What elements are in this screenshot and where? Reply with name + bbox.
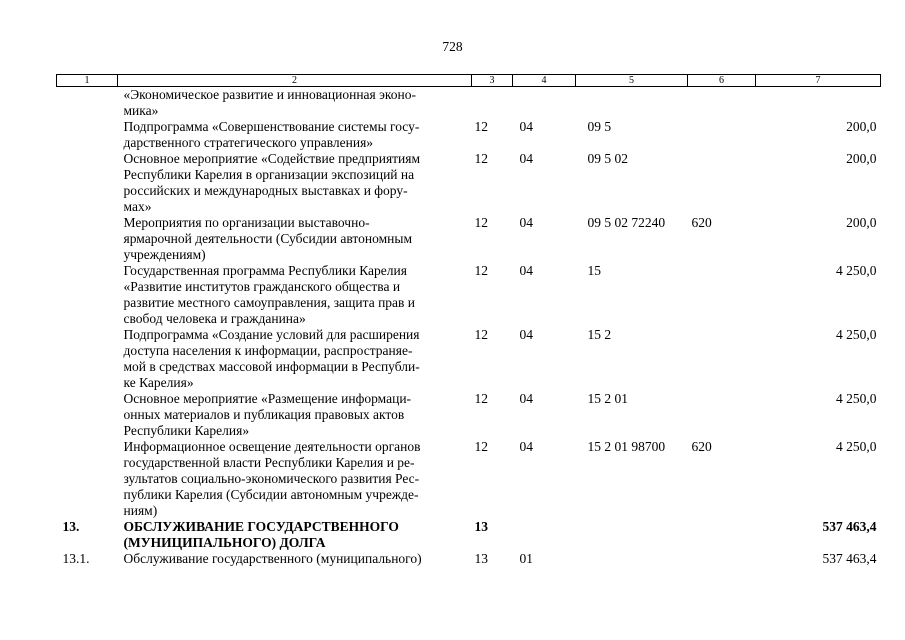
amount-value: 4 250,0 [836, 327, 877, 342]
target-article-code: 09 5 [587, 119, 612, 134]
row-number: 13. [62, 519, 80, 534]
table-row [57, 551, 881, 567]
expense-type-code [688, 391, 756, 439]
table-row [57, 119, 881, 151]
table-row [57, 87, 881, 120]
row-name: Обслуживание государственного (муниципального) [123, 551, 422, 566]
amount-value [756, 87, 881, 120]
target-article-code: 15 [587, 263, 601, 278]
budget-table [56, 74, 881, 567]
table-body [57, 87, 881, 568]
section-code [472, 87, 513, 120]
expense-type-code: 620 [691, 215, 712, 230]
subsection-code: 04 [519, 263, 533, 278]
section-code: 13 [474, 551, 488, 566]
column-header-row [57, 75, 881, 87]
column-header: 1 [57, 75, 118, 87]
target-article-code: 09 5 02 72240 [587, 215, 666, 230]
column-header: 5 [576, 75, 688, 87]
subsection-code: 01 [519, 551, 533, 566]
table-row [57, 215, 881, 263]
row-number [57, 87, 118, 120]
row-number [57, 119, 118, 151]
row-name: Подпрограмма «Совершенствование системы госу- дарственного стратегического управления» [123, 119, 420, 150]
expense-type-code [688, 519, 756, 551]
row-number [57, 215, 118, 263]
table-row [57, 263, 881, 327]
subsection-code: 04 [519, 439, 533, 454]
target-article-code [576, 551, 688, 567]
table-row [57, 327, 881, 391]
amount-value: 4 250,0 [836, 263, 877, 278]
expense-type-code [688, 327, 756, 391]
section-code: 12 [474, 439, 488, 454]
section-code: 12 [474, 391, 488, 406]
subsection-code: 04 [519, 119, 533, 134]
column-header: 3 [472, 75, 513, 87]
row-name: ОБСЛУЖИВАНИЕ ГОСУДАРСТВЕННОГО (МУНИЦИПАЛЬНОГО) ДОЛГА [123, 519, 399, 550]
row-name: «Экономическое развитие и инновационная эконо- мика» [123, 87, 417, 118]
subsection-code: 04 [519, 391, 533, 406]
subsection-code: 04 [519, 151, 533, 166]
table-row [57, 391, 881, 439]
row-number [57, 439, 118, 519]
section-code: 12 [474, 119, 488, 134]
amount-value: 200,0 [846, 151, 877, 166]
column-header: 4 [513, 75, 576, 87]
target-article-code: 15 2 01 [587, 391, 628, 406]
amount-value: 4 250,0 [836, 439, 877, 454]
section-code: 12 [474, 263, 488, 278]
table-row [57, 151, 881, 215]
section-code: 12 [474, 327, 488, 342]
row-name: Подпрограмма «Создание условий для расширения доступа населения к информации, распространяе- мой в средствах массовой информации в Республи- ке Карелия» [123, 327, 420, 390]
page-number: 728 [442, 39, 463, 54]
subsection-code [513, 519, 576, 551]
subsection-code [513, 87, 576, 120]
expense-type-code [688, 151, 756, 215]
table-row [57, 519, 881, 551]
column-header: 6 [688, 75, 756, 87]
target-article-code: 15 2 [587, 327, 612, 342]
expense-type-code [688, 551, 756, 567]
column-header: 2 [118, 75, 472, 87]
target-article-code: 09 5 02 [587, 151, 628, 166]
amount-value: 200,0 [846, 119, 877, 134]
target-article-code [576, 87, 688, 120]
amount-value: 537 463,4 [822, 551, 877, 566]
row-number: 13.1. [62, 551, 90, 566]
row-number [57, 327, 118, 391]
row-number [57, 391, 118, 439]
row-number [57, 151, 118, 215]
expense-type-code: 620 [691, 439, 712, 454]
target-article-code [576, 519, 688, 551]
subsection-code: 04 [519, 215, 533, 230]
target-article-code: 15 2 01 98700 [587, 439, 666, 454]
subsection-code: 04 [519, 327, 533, 342]
row-name: Информационное освещение деятельности органов государственной власти Республики Карелия и ре- зультатов социально-экономического развития Рес- публики Карелия (Субсидии автономным учрежде- ниям) [123, 439, 421, 518]
expense-type-code [688, 263, 756, 327]
section-code: 12 [474, 151, 488, 166]
row-name: Основное мероприятие «Размещение информаци- онных материалов и публикация правовых актов Республики Карелия» [123, 391, 412, 438]
section-code: 12 [474, 215, 488, 230]
column-header: 7 [756, 75, 881, 87]
amount-value: 4 250,0 [836, 391, 877, 406]
row-number [57, 263, 118, 327]
table-row [57, 439, 881, 519]
amount-value: 200,0 [846, 215, 877, 230]
amount-value: 537 463,4 [822, 519, 877, 534]
row-name: Государственная программа Республики Карелия «Развитие институтов гражданского общества и развитие местного самоуправления, защита прав и свобод человека и гражданина» [123, 263, 416, 326]
expense-type-code [688, 87, 756, 120]
section-code: 13 [474, 519, 488, 534]
expense-type-code [688, 119, 756, 151]
row-name: Мероприятия по организации выставочно- ярмарочной деятельности (Субсидии автономным учреждениям) [123, 215, 412, 262]
row-name: Основное мероприятие «Содействие предприятиям Республики Карелия в организации экспозиций на российских и международных выставках и фору- мах» [123, 151, 421, 214]
